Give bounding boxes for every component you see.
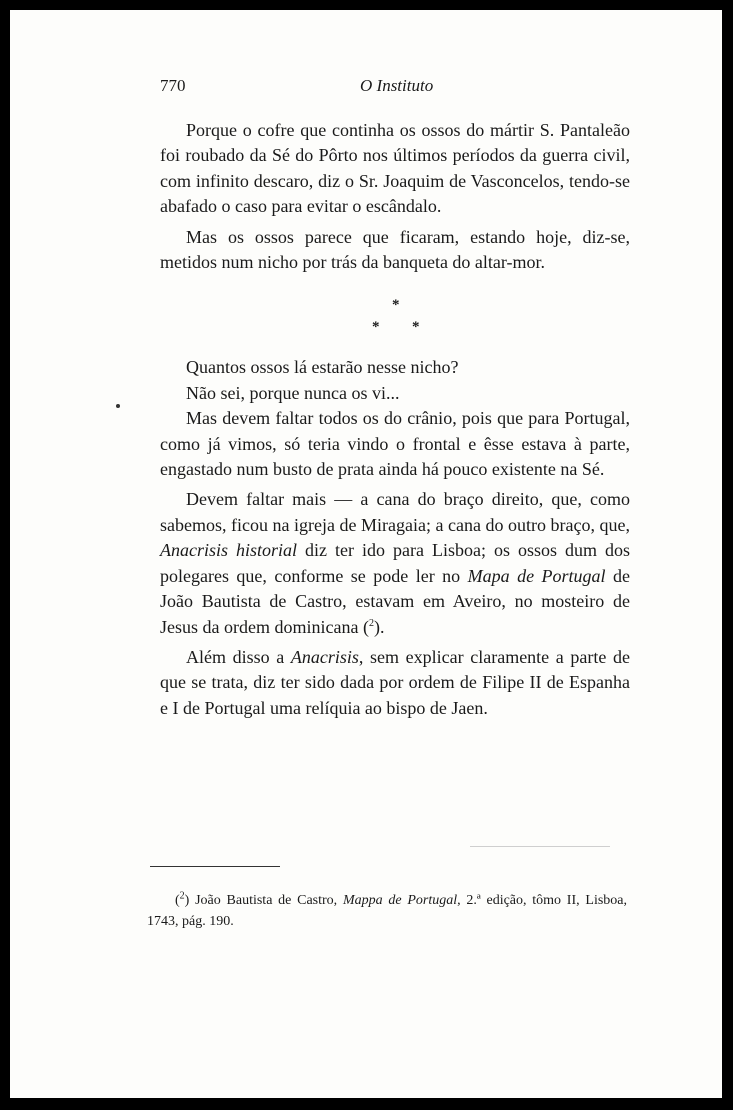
paragraph-6-text-e: de João Bautista de Castro, estavam em Aveiro, no mosteiro de Jesus da ordem dominicana ( — [160, 565, 630, 637]
footnote-text-a: João Bautista de Castro, — [189, 893, 343, 908]
paragraph-3: Quantos ossos lá estarão nesse nicho? — [186, 357, 459, 378]
paragraph-6-text-f: ). — [373, 616, 385, 637]
page-header — [160, 76, 640, 100]
asterisk-top: * — [392, 297, 400, 314]
page-number: 770 — [160, 76, 186, 95]
document-page — [10, 10, 722, 1098]
stray-ink-dot — [116, 404, 120, 408]
paragraph-6 — [160, 487, 630, 639]
footnote-marker-open: ( — [175, 893, 180, 908]
footnote-text — [147, 890, 627, 932]
paragraph-1: Porque o cofre que continha os ossos do mártir S. Pantaleão foi roubado da Sé do Pôrto nos últimos períodos da guerra civil, com infinito descaro, diz o Sr. Joaquim de Vasconcelos, tendo-se abafado o caso para evitar o escândalo. — [160, 120, 630, 217]
title-anacrisis: Anacrisis — [290, 646, 359, 667]
paragraph-2: Mas os ossos parece que ficaram, estando hoje, diz-se, metidos num nicho por trás da banqueta do altar-mor. — [160, 226, 630, 273]
running-title: O Instituto — [360, 76, 434, 95]
footnote-divider — [150, 866, 280, 867]
paragraph-6-text-a: Devem faltar mais — a cana do braço direito, que, como sabemos, ficou na igreja de Miragaia; a cana do outro braço, que, — [160, 489, 630, 535]
paragraph-5: Mas devem faltar todos os do crânio, pois que para Portugal, como já vimos, só teria vindo o frontal e êsse estava à parte, engastado num busto de prata ainda há pouco existente na Sé. — [160, 408, 630, 480]
section-break-asterism — [160, 275, 630, 355]
paragraph-7-text-a: Além disso a — [186, 646, 291, 667]
paragraph-6-text-c: diz ter ido para Lisboa; os ossos dum dos polegares que, conforme se pode ler no — [160, 540, 631, 586]
footnote-text-c: , 2.ª edição, tômo II, Lisboa, 1743, pág. 190. — [147, 893, 627, 929]
title-mapa-de-portugal: Mapa de Portugal — [467, 565, 606, 586]
footnote — [147, 890, 627, 932]
show-through-rule — [470, 846, 610, 847]
title-anacrisis-historial: Anacrisis historial — [160, 540, 298, 561]
asterisk-left: * — [372, 319, 380, 336]
footnote-marker-number: 2 — [179, 890, 185, 902]
paragraph-4: Não sei, porque nunca os vi... — [186, 382, 400, 403]
asterisk-right: * — [412, 319, 420, 336]
footnote-title-mappa: Mappa de Portugal — [342, 893, 458, 908]
footnote-marker-close: ) — [184, 893, 190, 908]
paragraph-7-text-c: , sem explicar claramente a parte de que se trata, diz ter sido dada por ordem de Filipe II de Espanha e I de Portugal uma relíquia ao bispo de Jaen. — [160, 646, 630, 718]
paragraph-7 — [160, 645, 630, 721]
footnote-reference: 2 — [368, 617, 374, 629]
body-text — [160, 118, 630, 721]
